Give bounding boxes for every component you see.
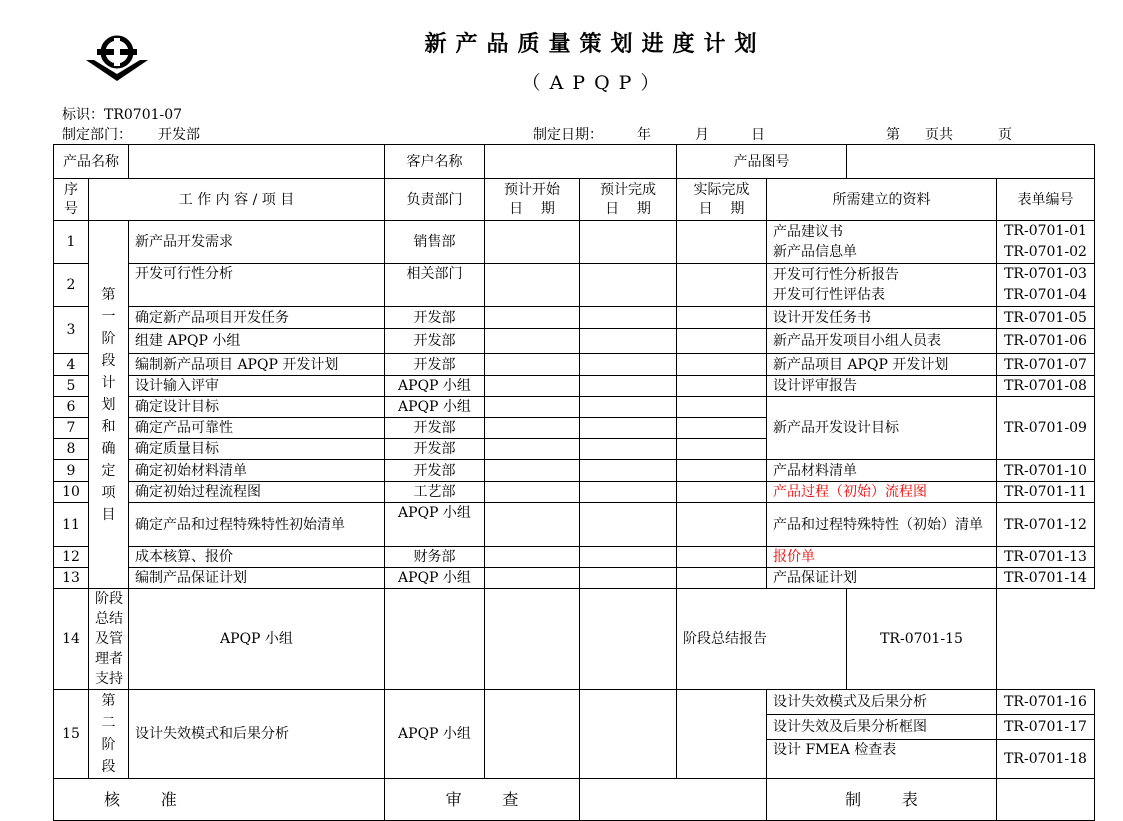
planned-start-cell[interactable]	[485, 547, 580, 568]
task-cell: 阶段总结及管理者支持	[89, 589, 129, 690]
product-name-value[interactable]	[129, 145, 385, 179]
product-drawing-value[interactable]	[847, 145, 1095, 179]
actual-finish-cell[interactable]	[677, 547, 767, 568]
task-cell: 组建 APQP 小组	[129, 329, 385, 354]
actual-finish-cell[interactable]	[677, 376, 767, 397]
actual-finish-cell[interactable]	[677, 418, 767, 439]
document-identifier: 标识：TR0701-07	[62, 107, 183, 123]
actual-finish-cell[interactable]	[677, 690, 767, 779]
actual-finish-cell[interactable]	[677, 503, 767, 547]
docs-cell: 新产品开发设计目标	[767, 397, 997, 460]
seq-cell: 6	[54, 397, 89, 418]
actual-finish-cell[interactable]	[677, 460, 767, 482]
actual-finish-header: 实际完成 日 期	[677, 179, 767, 221]
planned-start-cell[interactable]	[485, 397, 580, 418]
table-row	[54, 354, 1095, 376]
planned-finish-cell[interactable]	[580, 264, 677, 307]
product-drawing-label: 产品图号	[677, 145, 847, 179]
actual-finish-cell[interactable]	[580, 589, 677, 690]
planned-finish-cell[interactable]	[580, 376, 677, 397]
day-label: 日	[751, 127, 765, 143]
docs-cell: 设计失效及后果分析框图	[767, 714, 997, 739]
dept-header: 负责部门	[385, 179, 485, 221]
dept-cell: 财务部	[385, 547, 485, 568]
form-no-cell: TR-0701-11	[997, 482, 1095, 503]
seq-cell: 15	[54, 690, 89, 779]
prepare-signature[interactable]	[997, 779, 1095, 821]
form-no-cell: TR-0701-13	[997, 547, 1095, 568]
form-no-header: 表单编号	[997, 179, 1095, 221]
dept-cell: 相关部门	[385, 264, 485, 307]
table-row	[54, 503, 1095, 547]
dept-cell: APQP 小组	[129, 589, 385, 690]
dept-cell: 销售部	[385, 221, 485, 264]
stage-2-label: 第二阶段	[89, 690, 129, 779]
docs-cell: 开发可行性分析报告 开发可行性评估表	[767, 264, 997, 307]
docs-cell: 产品和过程特殊特性（初始）清单	[767, 503, 997, 547]
table-row	[54, 547, 1095, 568]
planned-start-cell[interactable]	[385, 589, 485, 690]
docs-cell: 设计失效模式及后果分析	[767, 690, 997, 715]
table-row	[54, 307, 1095, 329]
page-end-label: 页	[998, 127, 1012, 143]
apqp-plan-table	[53, 144, 1095, 821]
planned-finish-cell[interactable]	[485, 589, 580, 690]
form-no-cell: TR-0701-07	[997, 354, 1095, 376]
company-logo-icon	[84, 34, 150, 84]
task-cell: 新产品开发需求	[129, 221, 385, 264]
planned-start-cell[interactable]	[485, 568, 580, 589]
actual-finish-cell[interactable]	[677, 221, 767, 264]
docs-cell: 新产品项目 APQP 开发计划	[767, 354, 997, 376]
dept-cell: 开发部	[385, 439, 485, 460]
table-row	[54, 329, 1095, 354]
planned-start-cell[interactable]	[485, 690, 580, 779]
task-cell: 确定质量目标	[129, 439, 385, 460]
review-signature[interactable]	[580, 779, 767, 821]
form-no-cell: TR-0701-03 TR-0701-04	[997, 264, 1095, 307]
task-cell: 确定产品可靠性	[129, 418, 385, 439]
planned-start-header: 预计开始 日 期	[485, 179, 580, 221]
dept-cell: APQP 小组	[385, 503, 485, 547]
actual-finish-cell[interactable]	[677, 264, 767, 307]
task-cell: 确定设计目标	[129, 397, 385, 418]
form-no-cell: TR-0701-14	[997, 568, 1095, 589]
form-no-cell: TR-0701-16	[997, 690, 1095, 715]
task-cell: 确定新产品项目开发任务	[129, 307, 385, 329]
planned-finish-cell[interactable]	[580, 690, 677, 779]
planned-start-cell[interactable]	[485, 307, 580, 329]
dept-cell: 开发部	[385, 418, 485, 439]
form-no-cell: TR-0701-08	[997, 376, 1095, 397]
document-subtitle: （APQP）	[521, 72, 669, 94]
docs-cell-highlighted: 产品过程（初始）流程图	[767, 482, 997, 503]
form-no-cell: TR-0701-10	[997, 460, 1095, 482]
dept-cell: 工艺部	[385, 482, 485, 503]
dept-cell: 开发部	[385, 307, 485, 329]
planned-finish-cell[interactable]	[580, 329, 677, 354]
form-no-cell: TR-0701-05	[997, 307, 1095, 329]
planned-start-cell[interactable]	[485, 439, 580, 460]
seq-cell: 4	[54, 354, 89, 376]
docs-cell: 阶段总结报告	[677, 589, 847, 690]
task-cell: 开发可行性分析	[129, 264, 385, 307]
planned-start-cell[interactable]	[485, 221, 580, 264]
document-title: 新产品质量策划进度计划	[424, 31, 766, 57]
actual-finish-cell[interactable]	[677, 354, 767, 376]
form-no-cell: TR-0701-12	[997, 503, 1095, 547]
planned-start-cell[interactable]	[485, 329, 580, 354]
dept-cell: 开发部	[385, 460, 485, 482]
table-row	[54, 568, 1095, 589]
docs-cell: 产品材料清单	[767, 460, 997, 482]
date-label: 制定日期：	[533, 127, 603, 143]
dept-cell: APQP 小组	[385, 376, 485, 397]
approve-label: 核 准	[54, 779, 385, 821]
dept-cell: APQP 小组	[385, 397, 485, 418]
page-total-label: 页共	[925, 127, 953, 143]
form-no-cell: TR-0701-17	[997, 714, 1095, 739]
task-cell: 成本核算、报价	[129, 547, 385, 568]
month-label: 月	[695, 127, 709, 143]
table-row	[54, 376, 1095, 397]
planned-finish-cell[interactable]	[580, 460, 677, 482]
form-no-cell: TR-0701-09	[997, 397, 1095, 460]
signature-row	[54, 779, 1095, 821]
table-row	[54, 221, 1095, 264]
task-cell: 确定产品和过程特殊特性初始清单	[129, 503, 385, 547]
actual-finish-cell[interactable]	[677, 307, 767, 329]
task-cell: 编制新产品项目 APQP 开发计划	[129, 354, 385, 376]
dept-cell: 开发部	[385, 354, 485, 376]
planned-finish-cell[interactable]	[580, 354, 677, 376]
dept-cell: APQP 小组	[385, 568, 485, 589]
seq-cell: 11	[54, 503, 89, 547]
form-no-cell: TR-0701-15	[847, 589, 997, 690]
department-value: 开发部	[158, 127, 200, 143]
planned-finish-cell[interactable]	[580, 503, 677, 547]
planned-start-cell[interactable]	[485, 264, 580, 307]
planned-finish-cell[interactable]	[580, 568, 677, 589]
planned-start-cell[interactable]	[485, 460, 580, 482]
planned-finish-cell[interactable]	[580, 439, 677, 460]
table-row	[54, 690, 1095, 715]
review-label: 审 查	[385, 779, 580, 821]
seq-cell: 7	[54, 418, 89, 439]
seq-cell: 8	[54, 439, 89, 460]
docs-cell: 设计开发任务书	[767, 307, 997, 329]
customer-name-value[interactable]	[485, 145, 677, 179]
planned-finish-cell[interactable]	[580, 221, 677, 264]
planned-finish-cell[interactable]	[580, 482, 677, 503]
department-label: 制定部门：	[62, 127, 132, 143]
seq-cell: 12	[54, 547, 89, 568]
table-row	[54, 460, 1095, 482]
dept-cell: 开发部	[385, 329, 485, 354]
seq-cell: 5	[54, 376, 89, 397]
actual-finish-cell[interactable]	[677, 397, 767, 418]
form-no-cell: TR-0701-06	[997, 329, 1095, 354]
seq-cell: 13	[54, 568, 89, 589]
customer-name-label: 客户名称	[385, 145, 485, 179]
docs-cell-highlighted: 报价单	[767, 547, 997, 568]
form-no-cell: TR-0701-18	[997, 739, 1095, 778]
docs-cell: 设计评审报告	[767, 376, 997, 397]
form-no-cell: TR-0701-01 TR-0701-02	[997, 221, 1095, 264]
table-row	[54, 397, 1095, 418]
seq-cell: 3	[54, 307, 89, 354]
planned-finish-cell[interactable]	[580, 307, 677, 329]
docs-cell: 新产品开发项目小组人员表	[767, 329, 997, 354]
work-content-header: 工 作 内 容 / 项 目	[89, 179, 385, 221]
task-cell: 确定初始材料清单	[129, 460, 385, 482]
seq-cell: 14	[54, 589, 89, 690]
planned-start-cell[interactable]	[485, 482, 580, 503]
docs-cell: 产品保证计划	[767, 568, 997, 589]
table-row	[54, 589, 1095, 690]
planned-finish-cell[interactable]	[580, 547, 677, 568]
docs-cell: 设计 FMEA 检查表	[767, 739, 997, 778]
task-cell: 编制产品保证计划	[129, 568, 385, 589]
prepare-label: 制 表	[767, 779, 997, 821]
task-cell: 确定初始过程流程图	[129, 482, 385, 503]
task-cell: 设计失效模式和后果分析	[129, 690, 385, 779]
actual-finish-cell[interactable]	[677, 568, 767, 589]
task-cell: 设计输入评审	[129, 376, 385, 397]
seq-cell: 1	[54, 221, 89, 264]
planned-finish-cell[interactable]	[580, 397, 677, 418]
table-row	[54, 264, 1095, 307]
dept-cell: APQP 小组	[385, 690, 485, 779]
docs-header: 所需建立的资料	[767, 179, 997, 221]
planned-start-cell[interactable]	[485, 503, 580, 547]
seq-cell: 9	[54, 460, 89, 482]
planned-start-cell[interactable]	[485, 376, 580, 397]
planned-finish-header: 预计完成 日 期	[580, 179, 677, 221]
year-label: 年	[637, 127, 651, 143]
seq-cell: 2	[54, 264, 89, 307]
actual-finish-cell[interactable]	[677, 329, 767, 354]
docs-cell: 产品建议书 新产品信息单	[767, 221, 997, 264]
seq-cell: 10	[54, 482, 89, 503]
actual-finish-cell[interactable]	[677, 482, 767, 503]
seq-header: 序号	[54, 179, 89, 221]
table-row	[54, 482, 1095, 503]
product-name-label: 产品名称	[54, 145, 129, 179]
planned-finish-cell[interactable]	[580, 418, 677, 439]
page-number-label: 第	[886, 127, 900, 143]
planned-start-cell[interactable]	[485, 354, 580, 376]
planned-start-cell[interactable]	[485, 418, 580, 439]
stage-1-label: 第一阶段 计划和确定项目	[89, 221, 129, 589]
actual-finish-cell[interactable]	[677, 439, 767, 460]
